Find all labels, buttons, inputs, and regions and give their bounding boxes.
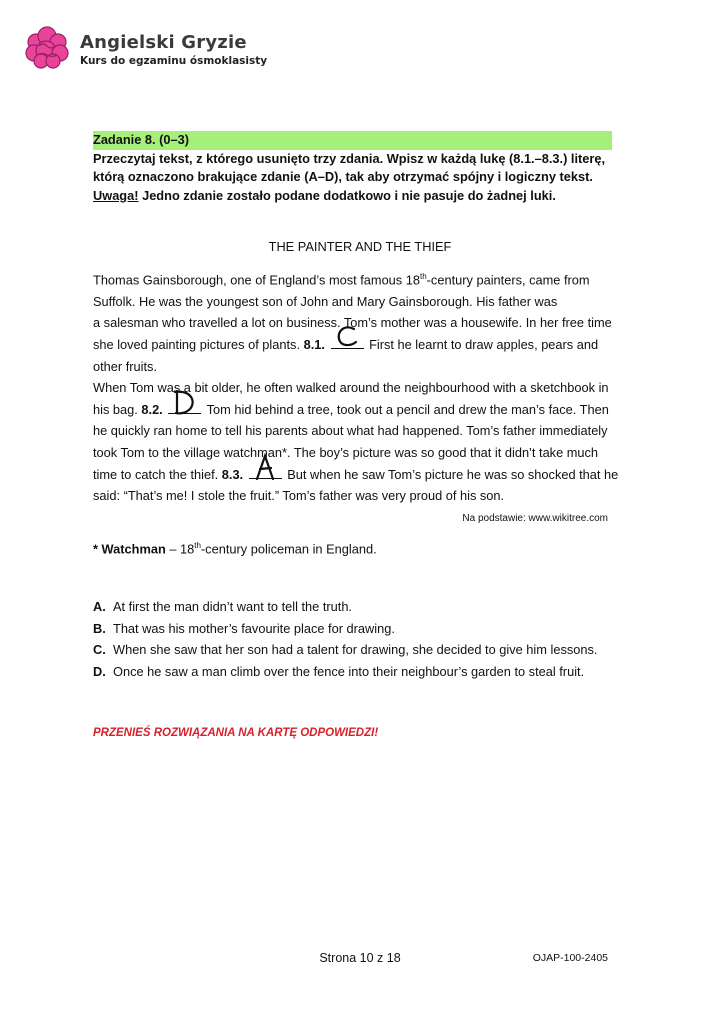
- page-number: Strona 10 z 18: [319, 951, 401, 965]
- story-line: he quickly ran home to tell his parents about what had happened. Tom’s father immediately: [93, 423, 608, 439]
- story-text: [93, 266, 618, 507]
- source-note: Na podstawie: www.wikitree.com: [462, 513, 608, 524]
- gap-label: 8.3.: [221, 466, 244, 482]
- story-line: time to catch the thief. 8.3. But when he saw Tom’s picture he was so shocked that he: [93, 464, 618, 486]
- story-line: Suffolk. He was the youngest son of John and Mary Gainsborough. His father was: [93, 293, 558, 309]
- brain-icon: [22, 24, 72, 74]
- story-line: a salesman who travelled a lot on business. Tom’s mother was a housewife. In her free time: [93, 315, 612, 331]
- option-a: A. At first the man didn’t want to tell the truth.: [93, 599, 352, 614]
- warning-label: Uwaga!: [93, 187, 139, 203]
- handwritten-answer-d: [172, 388, 196, 416]
- warning-text: Jedno zdanie zostało podane dodatkowo i nie pasuje do żadnej luki.: [138, 187, 556, 203]
- gap-label: 8.1.: [303, 337, 325, 353]
- brand-subtitle: Kurs do egzaminu ósmoklasisty: [80, 54, 268, 67]
- gap-label: 8.2.: [141, 401, 163, 417]
- instruction-line: Przeczytaj tekst, z którego usunięto trzy zdania. Wpisz w każdą lukę (8.1.–8.3.) literę,: [93, 150, 606, 166]
- brand-name: Angielski Gryzie: [80, 31, 247, 53]
- task-instructions: [93, 131, 612, 205]
- footnote: * Watchman – 18th-century policeman in England.: [93, 541, 377, 557]
- footnote-term: Watchman: [101, 541, 166, 557]
- instruction-line: którą oznaczono brakujące zdanie (A–D), tak aby otrzymać spójny i logiczny tekst.: [93, 169, 593, 184]
- task-heading: Zadanie 8. (0–3): [93, 131, 612, 150]
- story-title: THE PAINTER AND THE THIEF: [268, 239, 452, 254]
- warning-line: [93, 187, 612, 206]
- answer-options: [93, 596, 597, 682]
- transfer-note: PRZENIEŚ ROZWIĄZANIA NA KARTĘ ODPOWIEDZI!: [93, 727, 379, 739]
- story-line: Thomas Gainsborough, one of England’s most famous 18th-century painters, came from: [93, 272, 590, 288]
- story-line: said: “That’s me! I stole the fruit.” Tom’s father was very proud of his son.: [93, 488, 505, 504]
- answer-gap-8-2[interactable]: [168, 401, 201, 414]
- brand-header: [22, 24, 267, 74]
- option-b: B. That was his mother’s favourite place for drawing.: [93, 620, 395, 636]
- option-c: C. When she saw that her son had a talent for drawing, she decided to give him lessons.: [93, 642, 598, 657]
- handwritten-answer-c: [335, 323, 359, 351]
- story-line: she loved painting pictures of plants. 8.1. First he learnt to draw apples, pears and: [93, 334, 618, 356]
- story-line: his bag. 8.2. Tom hid behind a tree, took out a pencil and drew the man’s face. Then: [93, 399, 618, 421]
- answer-gap-8-3[interactable]: [249, 466, 282, 479]
- story-line: other fruits.: [93, 358, 158, 374]
- story-line: took Tom to the village watchman*. The boy’s picture was so good that it didn’t take much: [93, 445, 599, 461]
- handwritten-answer-a: [253, 453, 277, 481]
- option-d: D. Once he saw a man climb over the fence into their neighbour’s garden to steal fruit.: [93, 663, 585, 679]
- story-line: When Tom was a bit older, he often walked around the neighbourhood with a sketchbook in: [93, 380, 609, 396]
- exam-code: OJAP-100-2405: [532, 952, 608, 964]
- answer-gap-8-1[interactable]: [331, 336, 364, 349]
